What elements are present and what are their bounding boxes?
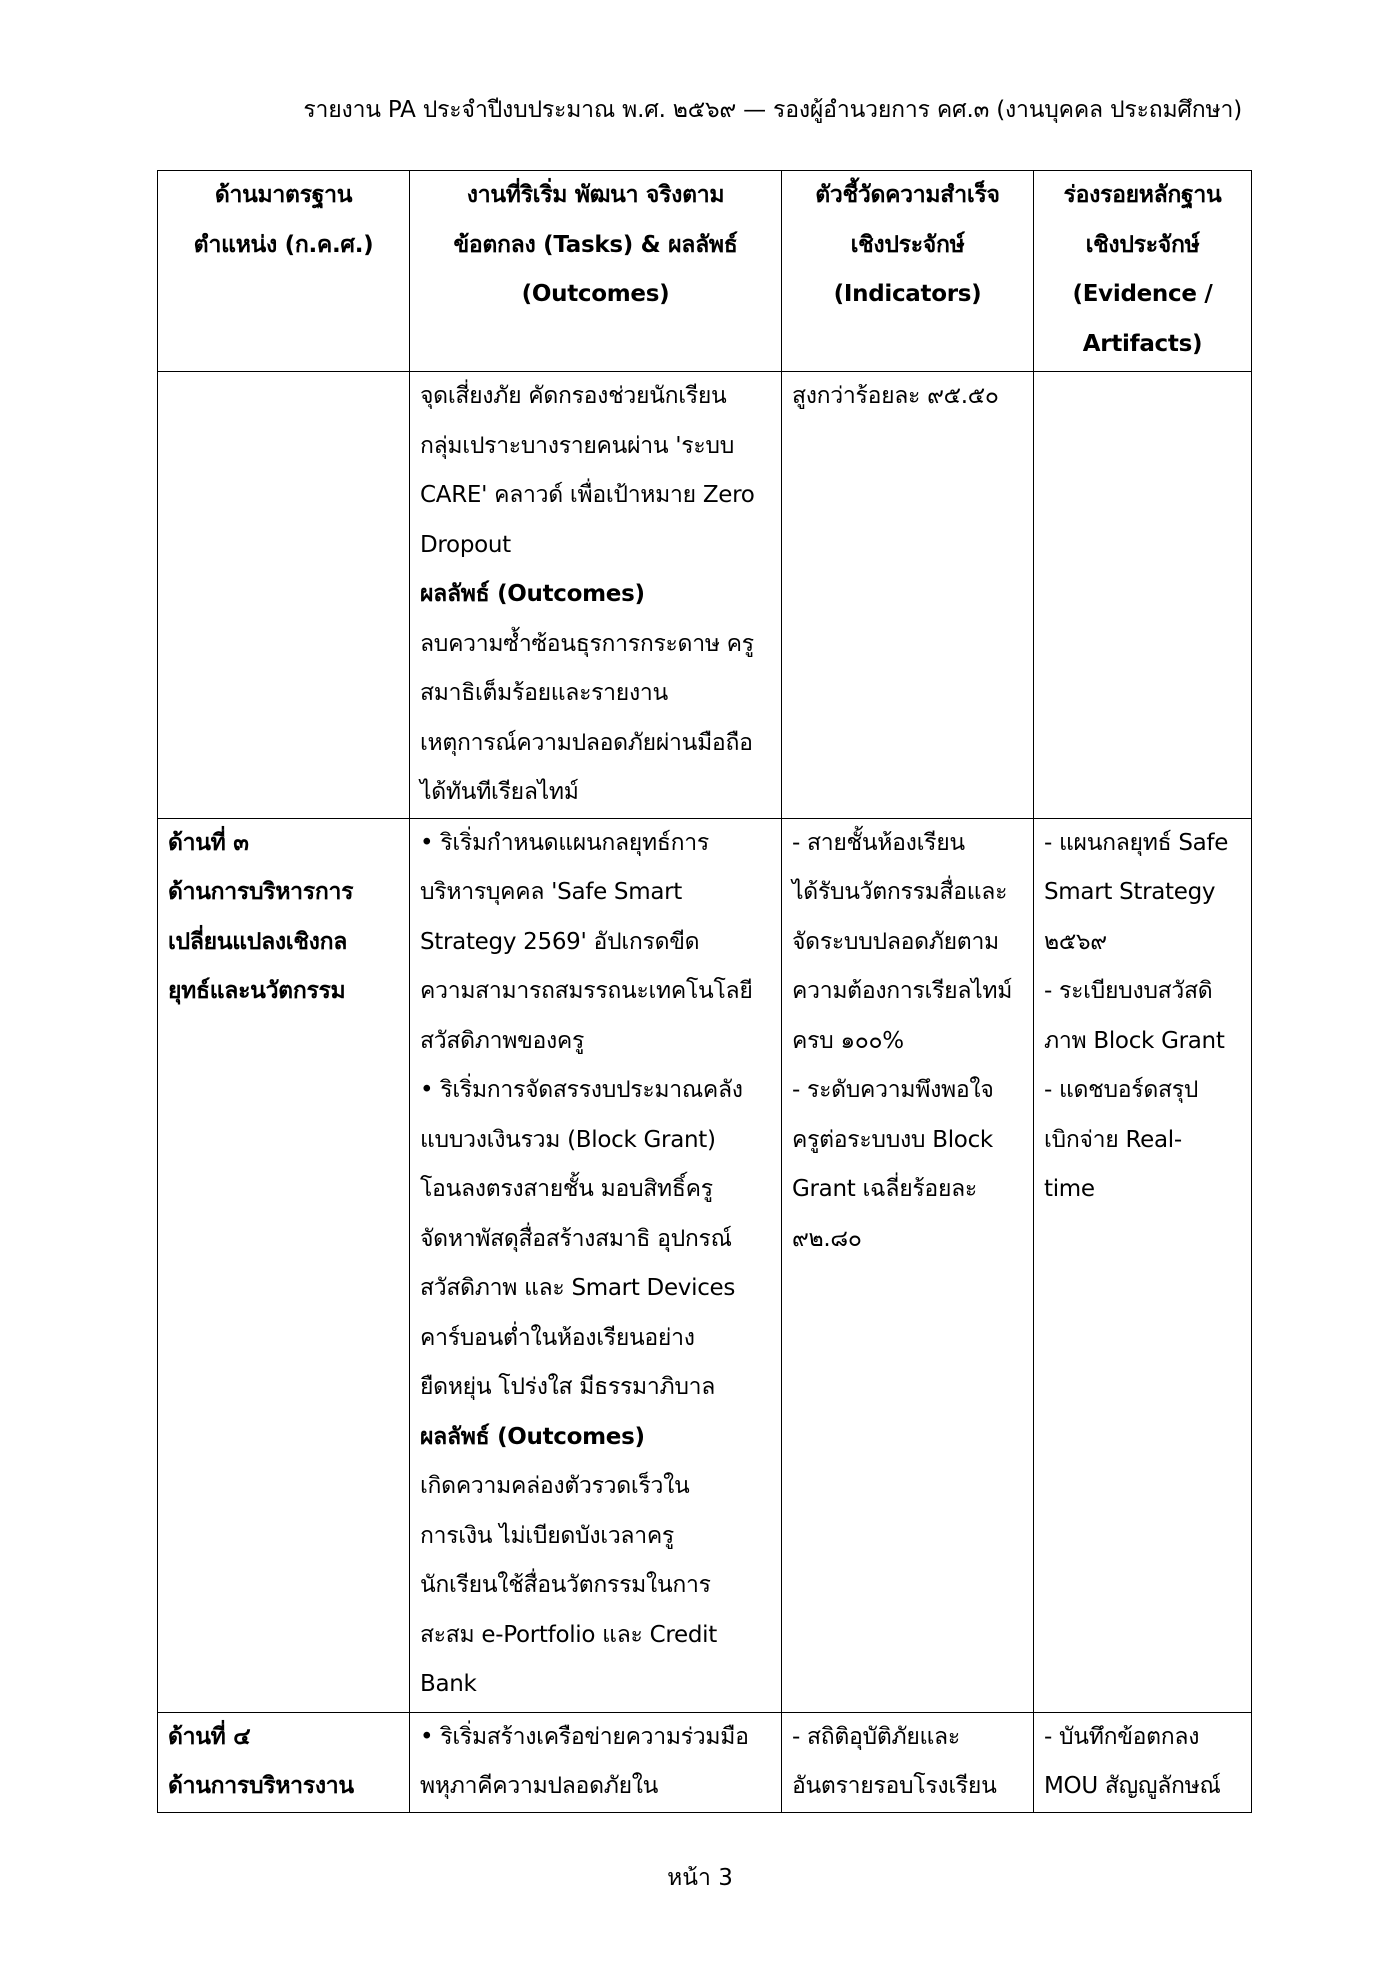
cell-line: ครูต่อระบบงบ Block [792,1126,993,1153]
task-line: Bank [420,1671,477,1697]
task-line: Strategy 2569' อัปเกรดขีด [420,928,700,955]
task-line: • ริเริ่มการจัดสรรงบประมาณคลัง [420,1077,743,1103]
cell-line: - ระดับความพึงพอใจ [792,1077,994,1103]
cell-line: สูงกว่าร้อยละ ๙๕.๕๐ [792,383,999,409]
standard-cell [158,818,410,1712]
tasks-cell [410,1712,782,1812]
task-line: ได้ทันทีเรียลไทม์ [420,779,579,805]
cell-line: เชิงประจักษ์ [1085,231,1200,258]
cell-line: - บันทึกข้อตกลง [1044,1723,1200,1750]
cell-line: ได้รับนวัตกรรมสื่อและ [792,879,1008,905]
cell-line: ด้านการบริหารงาน [168,1773,354,1799]
cell-line: ยุทธ์และนวัตกรรม [168,978,346,1004]
evidence-cell [1034,1712,1252,1812]
task-line: ลบความซ้ำซ้อนธุรการกระดาษ ครู [420,630,754,657]
task-line: สมาธิเต็มร้อยและรายงาน [420,680,668,706]
indicators-cell [782,372,1034,819]
task-line: • ริเริ่มสร้างเครือข่ายความร่วมมือ [420,1723,749,1750]
evidence-cell [1034,372,1252,819]
cell-line: เชิงประจักษ์ [850,231,965,258]
cell-line: Artifacts) [1082,330,1203,357]
cell-line: - แดชบอร์ดสรุป [1044,1077,1199,1103]
cell-line: Grant เฉลี่ยร้อยละ [792,1176,977,1202]
task-line: จุดเสี่ยงภัย คัดกรองช่วยนักเรียน [420,383,727,409]
task-line: พหุภาคีความปลอดภัยใน [420,1773,659,1799]
cell-line: เปลี่ยนแปลงเชิงกล [168,928,348,955]
cell-line: ตำแหน่ง (ก.ค.ศ.) [193,231,374,258]
cell-line: ภาพ Block Grant [1044,1027,1225,1054]
cell-line: (Outcomes) [521,281,670,307]
cell-line: Smart Strategy [1044,879,1216,905]
cell-line: (Evidence / [1072,281,1213,307]
cell-line: เบิกจ่าย Real- [1044,1126,1182,1153]
cell-line: (Indicators) [833,281,982,307]
task-line: CARE' คลาวด์ เพื่อเป้าหมาย Zero [420,482,755,508]
cell-line: ครบ ๑๐๐% [792,1027,904,1054]
cell-line: ร่องรอยหลักฐาน [1063,182,1222,208]
cell-line: ด้านที่ ๔ [168,1723,251,1750]
indicators-cell [782,818,1034,1712]
task-line: การเงิน ไม่เบียดบังเวลาครู [420,1522,674,1549]
column-header-evidence [1034,171,1252,372]
tasks-cell [410,818,782,1712]
outcomes-heading: ผลลัพธ์ (Outcomes) [420,581,645,607]
cell-line: - สายชั้นห้องเรียน [792,829,965,856]
cell-line: ๒๕๖๙ [1044,928,1107,955]
table-header-row [158,171,1252,372]
task-line: สวัสดิภาพของครู [420,1027,585,1054]
task-line: จัดหาพัสดุสื่อสร้างสมาธิ อุปกรณ์ [420,1225,732,1252]
cell-line: ด้านที่ ๓ [168,829,249,856]
table-row [158,372,1252,819]
running-header: รายงาน PA ประจำปีงบประมาณ พ.ศ. ๒๕๖๙ — รองผู้อำนวยการ คศ.๓ (งานบุคคล ประถมศึกษา) [303,97,1242,123]
task-line: คาร์บอนต่ำในห้องเรียนอย่าง [420,1324,695,1351]
cell-line: time [1044,1176,1095,1202]
column-header-standard [158,171,410,372]
task-line: บริหารบุคคล 'Safe Smart [420,879,683,905]
column-header-indicators [782,171,1034,372]
task-line: • ริเริ่มกำหนดแผนกลยุทธ์การ [420,829,709,856]
cell-line: - สถิติอุบัติภัยและ [792,1723,960,1750]
cell-line: MOU สัญญูลักษณ์ [1044,1773,1221,1799]
standard-cell [158,372,410,819]
table-row [158,1712,1252,1812]
task-line: Dropout [420,531,511,558]
task-line: ยืดหยุ่น โปร่งใส มีธรรมาภิบาล [420,1374,716,1400]
cell-line: งานที่ริเริ่ม พัฒนา จริงตาม [466,182,725,208]
outcomes-heading: ผลลัพธ์ (Outcomes) [420,1423,645,1450]
task-line: เกิดความคล่องตัวรวดเร็วใน [420,1473,690,1499]
column-header-tasks [410,171,782,372]
task-line: สะสม e-Portfolio และ Credit [420,1621,717,1648]
cell-line: ข้อตกลง (Tasks) & ผลลัพธ์ [453,231,738,258]
standard-cell [158,1712,410,1812]
task-line: กลุ่มเปราะบางรายคนผ่าน 'ระบบ [420,432,735,459]
cell-line: จัดระบบปลอดภัยตาม [792,928,999,955]
task-line: ความสามารถสมรรถนะเทคโนโลยี [420,978,753,1004]
page-number: หน้า 3 [667,1865,733,1891]
cell-line: - ระเบียบงบสวัสดิ [1044,978,1213,1004]
indicators-cell [782,1712,1034,1812]
task-line: สวัสดิภาพ และ Smart Devices [420,1275,736,1301]
cell-line: ด้านการบริหารการ [168,879,354,905]
cell-line: - แผนกลยุทธ์ Safe [1044,829,1229,856]
task-line: นักเรียนใช้สื่อนวัตกรรมในการ [420,1572,711,1598]
cell-line: ความต้องการเรียลไทม์ [792,978,1013,1004]
cell-line: ๙๒.๘๐ [792,1225,862,1252]
cell-line: ตัวชี้วัดความสำเร็จ [815,182,1000,208]
pa-report-table [157,170,1252,1813]
task-line: แบบวงเงินรวม (Block Grant) [420,1126,716,1153]
cell-line: อันตรายรอบโรงเรียน [792,1773,997,1799]
table-row [158,818,1252,1712]
task-line: เหตุการณ์ความปลอดภัยผ่านมือถือ [420,729,753,756]
task-line: โอนลงตรงสายชั้น มอบสิทธิ์ครู [420,1176,713,1202]
tasks-cell [410,372,782,819]
evidence-cell [1034,818,1252,1712]
cell-line: ด้านมาตรฐาน [214,182,353,208]
